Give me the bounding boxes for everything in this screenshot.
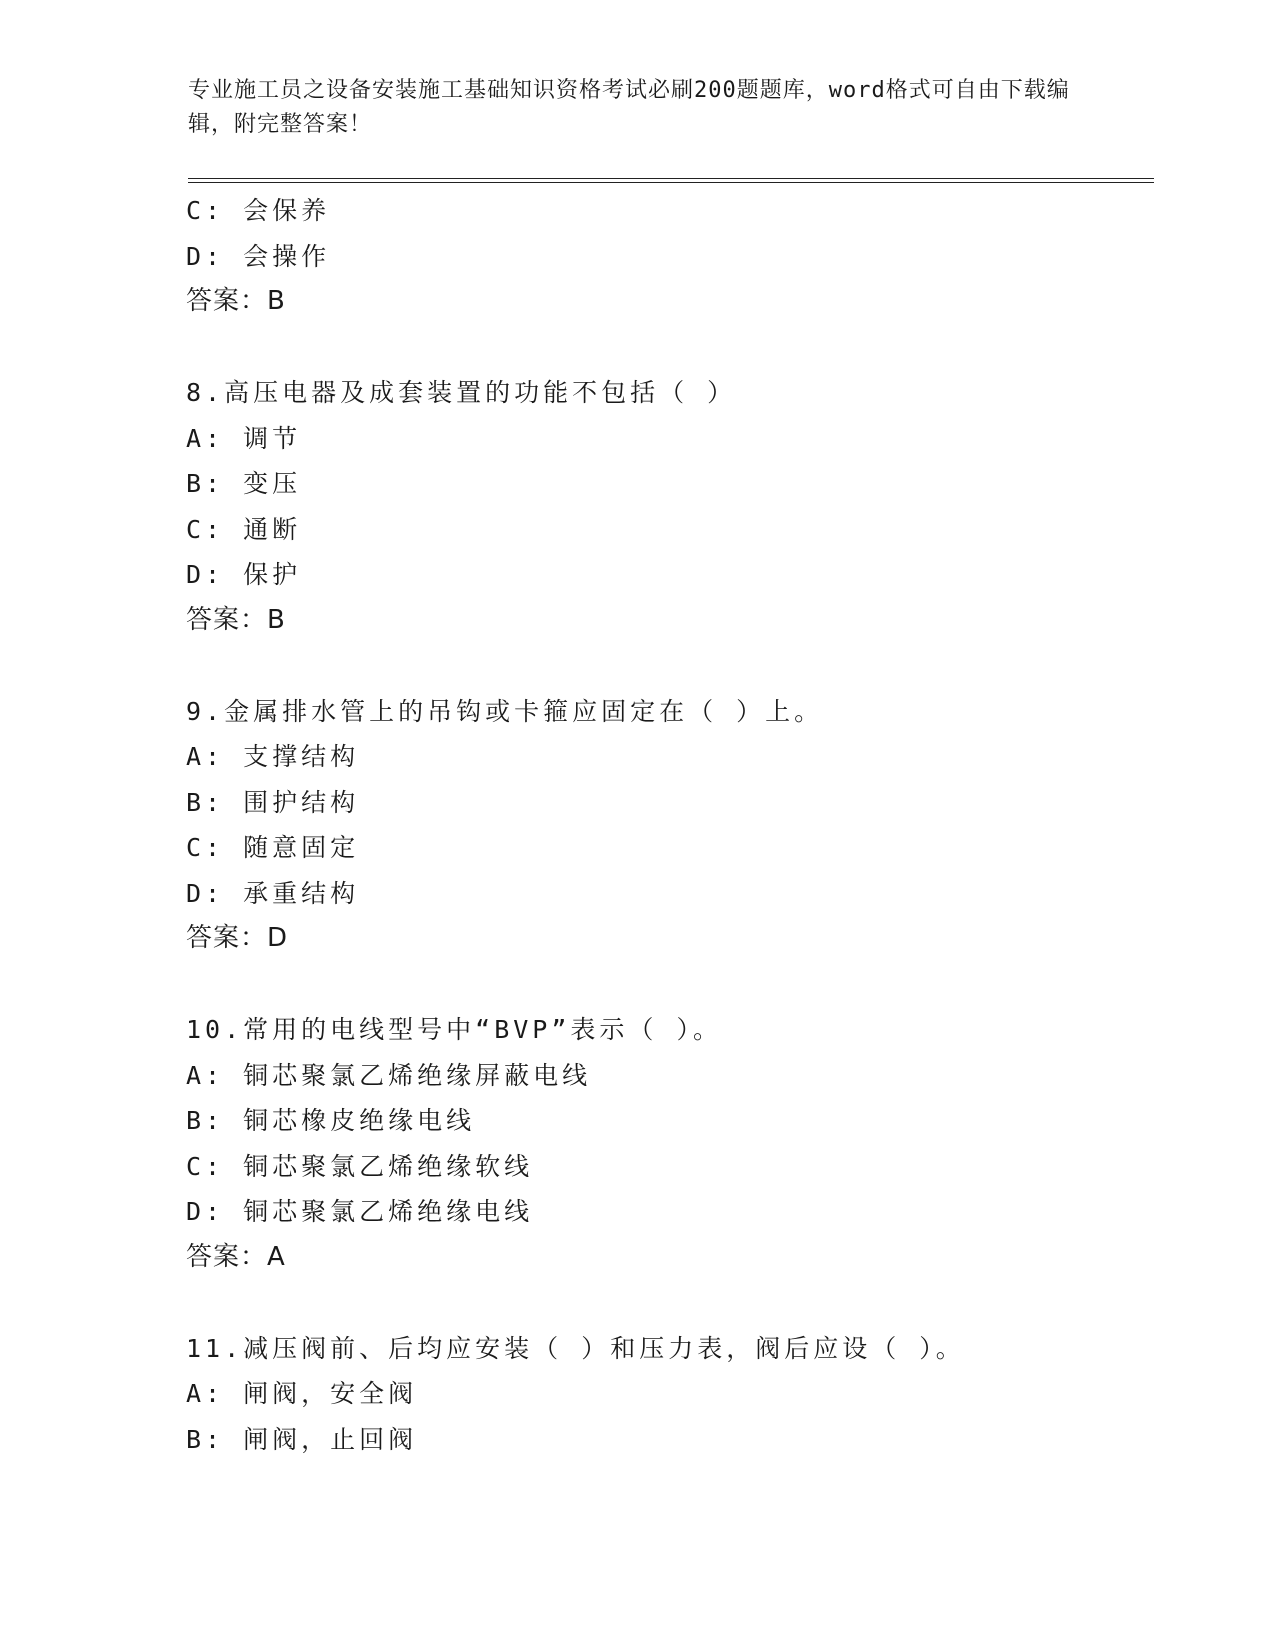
option-line: A: 调节 — [186, 423, 302, 453]
question-list — [186, 188, 1166, 1462]
option-line: B: 闸阀，止回阀 — [186, 1424, 418, 1454]
question-text: 10.常用的电线型号中“BVP”表示（ ）。 — [186, 1015, 722, 1044]
option-line: B: 铜芯橡皮绝缘电线 — [186, 1106, 476, 1135]
option-line: A: 支撑结构 — [186, 742, 360, 771]
option-line: A: 闸阀，安全阀 — [186, 1379, 418, 1408]
answer-line: 答案：B — [186, 604, 286, 635]
option-line: B: 变压 — [186, 469, 302, 498]
option-line: C: 通断 — [186, 514, 302, 544]
question-text: 11.减压阀前、后均应安装（ ）和压力表，阀后应设（ ）。 — [186, 1333, 965, 1363]
question-text: 9.金属排水管上的吊钩或卡箍应固定在（ ）上。 — [186, 696, 824, 726]
header-divider — [188, 178, 1154, 183]
option-line: D: 铜芯聚氯乙烯绝缘电线 — [186, 1197, 534, 1226]
option-line: C: 会保养 — [186, 196, 331, 225]
option-line: A: 铜芯聚氯乙烯绝缘屏蔽电线 — [186, 1060, 592, 1090]
option-line: B: 围护结构 — [186, 787, 360, 817]
spacer — [186, 643, 1166, 689]
spacer — [186, 1280, 1166, 1326]
question-text: 8.高压电器及成套装置的功能不包括（ ） — [186, 378, 737, 407]
option-line: C: 随意固定 — [186, 833, 360, 862]
spacer — [186, 325, 1166, 371]
spacer — [186, 962, 1166, 1008]
answer-line: 答案：B — [186, 286, 286, 316]
answer-line: 答案：A — [186, 1241, 286, 1272]
option-line: D: 会操作 — [186, 241, 331, 271]
option-line: D: 保护 — [186, 560, 302, 589]
option-line: C: 铜芯聚氯乙烯绝缘软线 — [186, 1151, 534, 1181]
answer-line: 答案：D — [186, 923, 289, 953]
option-line: D: 承重结构 — [186, 878, 360, 908]
document-header: 专业施工员之设备安装施工基础知识资格考试必刷200题题库，word格式可自由下载编辑，附完整答案！ — [188, 78, 1070, 137]
